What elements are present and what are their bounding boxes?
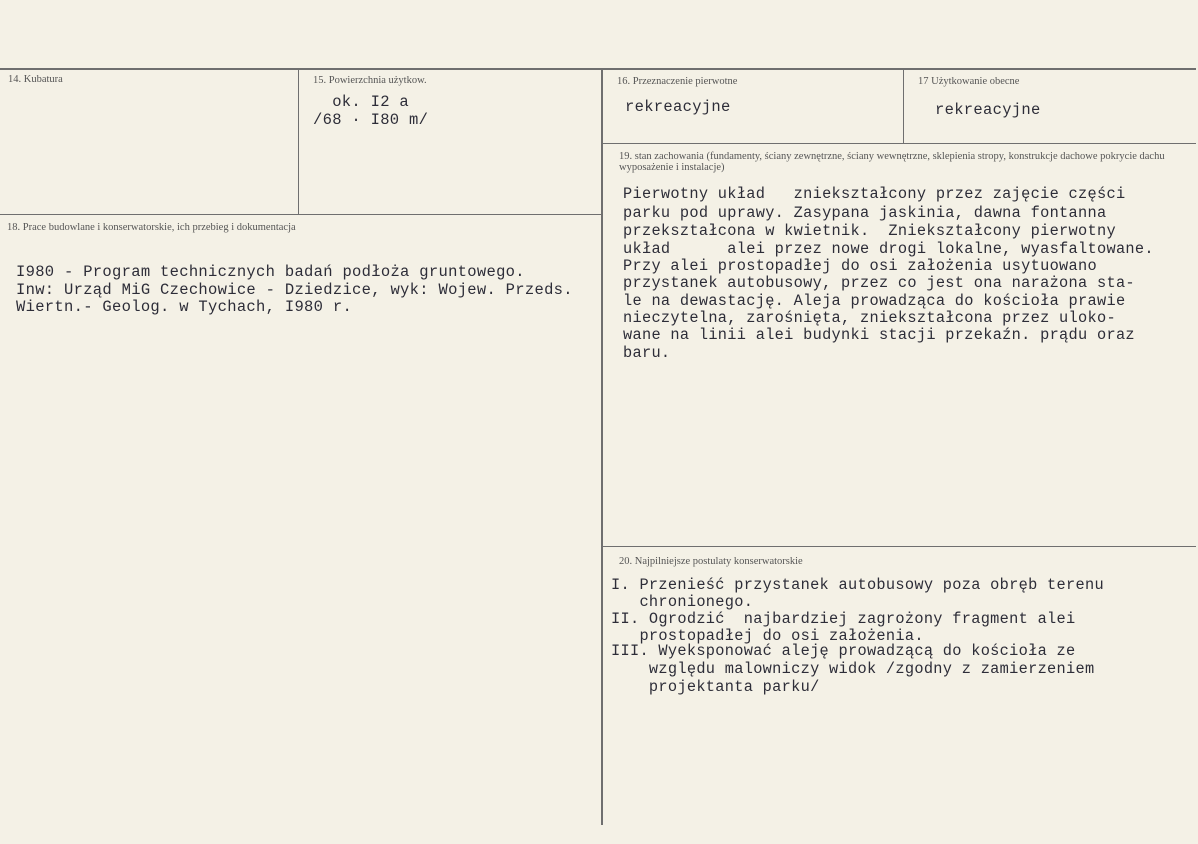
field-15-label: 15. Powierzchnia użytkow.	[313, 75, 427, 86]
field-17-label: 17 Użytkowanie obecne	[918, 76, 1020, 87]
field-19-line-1: Pierwotny układ zniekształcony przez zajęcie części	[623, 185, 1126, 203]
field-18-line-3: Wiertn.- Geolog. w Tychach, I980 r.	[16, 298, 353, 316]
field-18-line-2: Inw: Urząd MiG Czechowice - Dziedzice, wyk: Wojew. Przeds.	[16, 281, 573, 299]
field-18-line-1: I980 - Program technicznych badań podłoża gruntowego.	[16, 263, 525, 281]
field-19-line-10: baru.	[623, 344, 671, 362]
field-15-value-line-1: ok. I2 a	[313, 93, 410, 111]
field-19-line-6: przystanek autobusowy, przez co jest ona narażona sta-	[623, 274, 1135, 292]
divider-14-15	[298, 69, 299, 214]
field-20-line-2: chronionego.	[611, 593, 754, 611]
field-19-line-9: wane na linii alei budynki stacji przekaźn. prądu oraz	[623, 326, 1135, 344]
field-19-line-8: nieczytelna, zarośnięta, zniekształcona przez uloko-	[623, 309, 1116, 327]
field-20-line-6: względu malowniczy widok /zgodny z zamierzeniem	[611, 660, 1095, 678]
field-20-line-5: III. Wyeksponować aleję prowadzącą do kościoła ze	[611, 642, 1076, 660]
divider-16-17	[903, 69, 904, 143]
field-19-line-4: układ alei przez nowe drogi lokalne, wyasfaltowane.	[623, 240, 1154, 258]
field-17-value: rekreacyjne	[935, 101, 1041, 119]
top-rule	[0, 68, 1196, 70]
center-divider	[601, 69, 603, 825]
rule-above-20	[602, 546, 1196, 547]
field-18-label: 18. Prace budowlane i konserwatorskie, ich przebieg i dokumentacja	[7, 222, 296, 233]
field-19-line-3: przekształcona w kwietnik. Zniekształcony pierwotny	[623, 222, 1116, 240]
field-19-line-7: le na dewastację. Aleja prowadząca do kościoła prawie	[623, 292, 1126, 310]
field-20-label: 20. Najpilniejsze postulaty konserwatorskie	[619, 556, 803, 567]
rule-below-14-15	[0, 214, 602, 215]
field-15-value-line-2: /68 · I80 m/	[313, 111, 429, 129]
field-20-line-4: prostopadłej do osi założenia.	[611, 627, 924, 645]
field-16-label: 16. Przeznaczenie pierwotne	[617, 76, 738, 87]
field-20-line-1: I. Przenieść przystanek autobusowy poza obręb terenu	[611, 576, 1104, 594]
field-19-line-2: parku pod uprawy. Zasypana jaskinia, dawna fontanna	[623, 204, 1107, 222]
field-19-label: 19. stan zachowania (fundamenty, ściany zewnętrzne, ściany wewnętrzne, sklepienia stropy, konstrukcje dachowe pokrycie dachu wyposażenie i instalacje)	[619, 151, 1165, 173]
field-20-line-3: II. Ogrodzić najbardziej zagrożony fragment alei	[611, 610, 1076, 628]
field-19-line-5: Przy alei prostopadłej do osi założenia usytuowano	[623, 257, 1097, 275]
field-16-value: rekreacyjne	[625, 98, 731, 116]
rule-below-16-17	[602, 143, 1196, 144]
field-20-line-7: projektanta parku/	[611, 678, 820, 696]
field-14-label: 14. Kubatura	[8, 74, 63, 85]
